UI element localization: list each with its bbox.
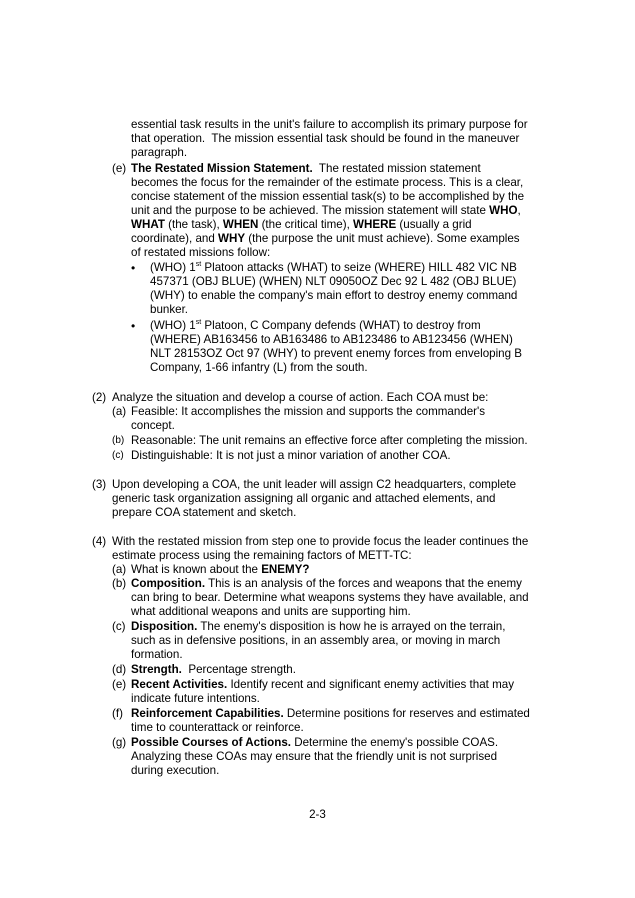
section-4-item-line: Composition. This is an analysis of the forces and weapons that the enemy xyxy=(131,577,522,590)
section-3-line: prepare COA statement and sketch. xyxy=(112,506,297,519)
bullet-line: (WHY) to enable the company's main effort to destroy enemy command xyxy=(150,289,518,302)
section-4-item-line: can bring to bear. Determine what weapons systems they have available, and xyxy=(131,591,529,604)
section-3-line: generic task organization assigning all organic and attached elements, and xyxy=(112,492,496,505)
section-2-text: Analyze the situation and develop a course of action. Each COA must be: xyxy=(112,391,489,404)
bullet-line: 457371 (OBJ BLUE) (WHEN) NLT 09050OZ Dec 92 L 482 (OBJ BLUE) xyxy=(150,275,517,288)
continuation-line: paragraph. xyxy=(131,146,188,159)
section-4-item-line: What is known about the ENEMY? xyxy=(131,563,310,576)
section-4-item-marker: (e) xyxy=(112,678,127,691)
section-4-item-line: Strength. Percentage strength. xyxy=(131,663,296,676)
bullet-line: (WHERE) AB163456 to AB163486 to AB123486 to AB123456 (WHEN) xyxy=(150,333,513,346)
section-2-item-line: concept. xyxy=(131,419,175,432)
section-2-item-marker: (c) xyxy=(112,450,124,461)
item-e-line: WHAT (the task), WHEN (the critical time), WHERE (usually a grid xyxy=(131,218,472,231)
section-3-line: Upon developing a COA, the unit leader will assign C2 headquarters, complete xyxy=(112,478,517,491)
bullet-line: NLT 28153OZ Oct 97 (WHY) to prevent enemy forces from enveloping B xyxy=(150,347,523,360)
item-e-title: The Restated Mission Statement. xyxy=(131,162,313,175)
item-e-line: coordinate), and WHY (the purpose the unit must achieve). Some examples xyxy=(131,232,520,245)
section-4-item-line: indicate future intentions. xyxy=(131,692,260,705)
section-2-item-line: Reasonable: The unit remains an effective force after completing the mission. xyxy=(131,434,528,447)
item-e-line: unit and the purpose to be achieved. The mission statement will state WHO, xyxy=(131,204,521,217)
section-4-item-marker: (c) xyxy=(112,620,126,633)
item-e-line: of restated missions follow: xyxy=(131,246,271,259)
item-e-marker: (e) xyxy=(112,162,127,175)
section-4-item-marker: (a) xyxy=(112,563,127,576)
bullet-line: bunker. xyxy=(150,303,189,316)
section-4-line: With the restated mission from step one to provide focus the leader continues the xyxy=(112,535,529,548)
section-2-item-marker: (b) xyxy=(112,435,125,446)
bullet-line: (WHO) 1st Platoon attacks (WHAT) to seize (WHERE) HILL 482 VIC NB xyxy=(150,261,517,274)
continuation-line: essential task results in the unit's failure to accomplish its primary purpose for xyxy=(131,118,528,131)
bullet-line: (WHO) 1st Platoon, C Company defends (WHAT) to destroy from xyxy=(150,319,481,332)
section-4-item-marker: (d) xyxy=(112,663,127,676)
section-4-item-line: Analyzing these COAs may ensure that the friendly unit is not surprised xyxy=(131,750,498,763)
section-4-item-line: Reinforcement Capabilities. Determine positions for reserves and estimated xyxy=(131,707,530,720)
section-2-item-line: Distinguishable: It is not just a minor variation of another COA. xyxy=(131,449,451,462)
section-4-item-line: such as in defensive positions, in an assembly area, or moving in march xyxy=(131,634,501,647)
section-4-item-line: time to counterattack or reinforce. xyxy=(131,721,304,734)
section-2-item-marker: (a) xyxy=(112,405,127,418)
section-4-item-line: what additional weapons and units are supporting him. xyxy=(131,605,411,618)
item-e-line: The Restated Mission Statement. The restated mission statement xyxy=(131,162,481,175)
section-2-marker: (2) xyxy=(92,391,107,404)
bullet-icon: • xyxy=(131,319,136,333)
item-e-line: concise statement of the mission essential task(s) to be accomplished by the xyxy=(131,190,525,203)
continuation-line: that operation. The mission essential task should be found in the maneuver xyxy=(131,132,520,145)
section-4-item-marker: (f) xyxy=(112,707,123,720)
section-4-item-line: Disposition. The enemy's disposition is how he is arrayed on the terrain, xyxy=(131,620,506,633)
section-2-item-line: Feasible: It accomplishes the mission and supports the commander's xyxy=(131,405,486,418)
section-4-marker: (4) xyxy=(92,535,107,548)
section-4-line: estimate process using the remaining factors of METT-TC: xyxy=(112,549,412,562)
section-4-item-line: Recent Activities. Identify recent and significant enemy activities that may xyxy=(131,678,514,691)
section-4-item-marker: (g) xyxy=(112,736,127,749)
section-3-marker: (3) xyxy=(92,478,107,491)
section-4-item-line: Possible Courses of Actions. Determine the enemy's possible COAS. xyxy=(131,736,499,749)
bullet-line: Company, 1-66 infantry (L) from the south. xyxy=(150,361,368,374)
section-4-item-line: during execution. xyxy=(131,764,220,777)
item-e-line: becomes the focus for the remainder of the estimate process. This is a clear, xyxy=(131,176,524,189)
bullet-icon: • xyxy=(131,261,136,275)
section-4-item-marker: (b) xyxy=(112,577,127,590)
section-4-item-line: formation. xyxy=(131,648,183,661)
page-number: 2-3 xyxy=(309,808,326,821)
